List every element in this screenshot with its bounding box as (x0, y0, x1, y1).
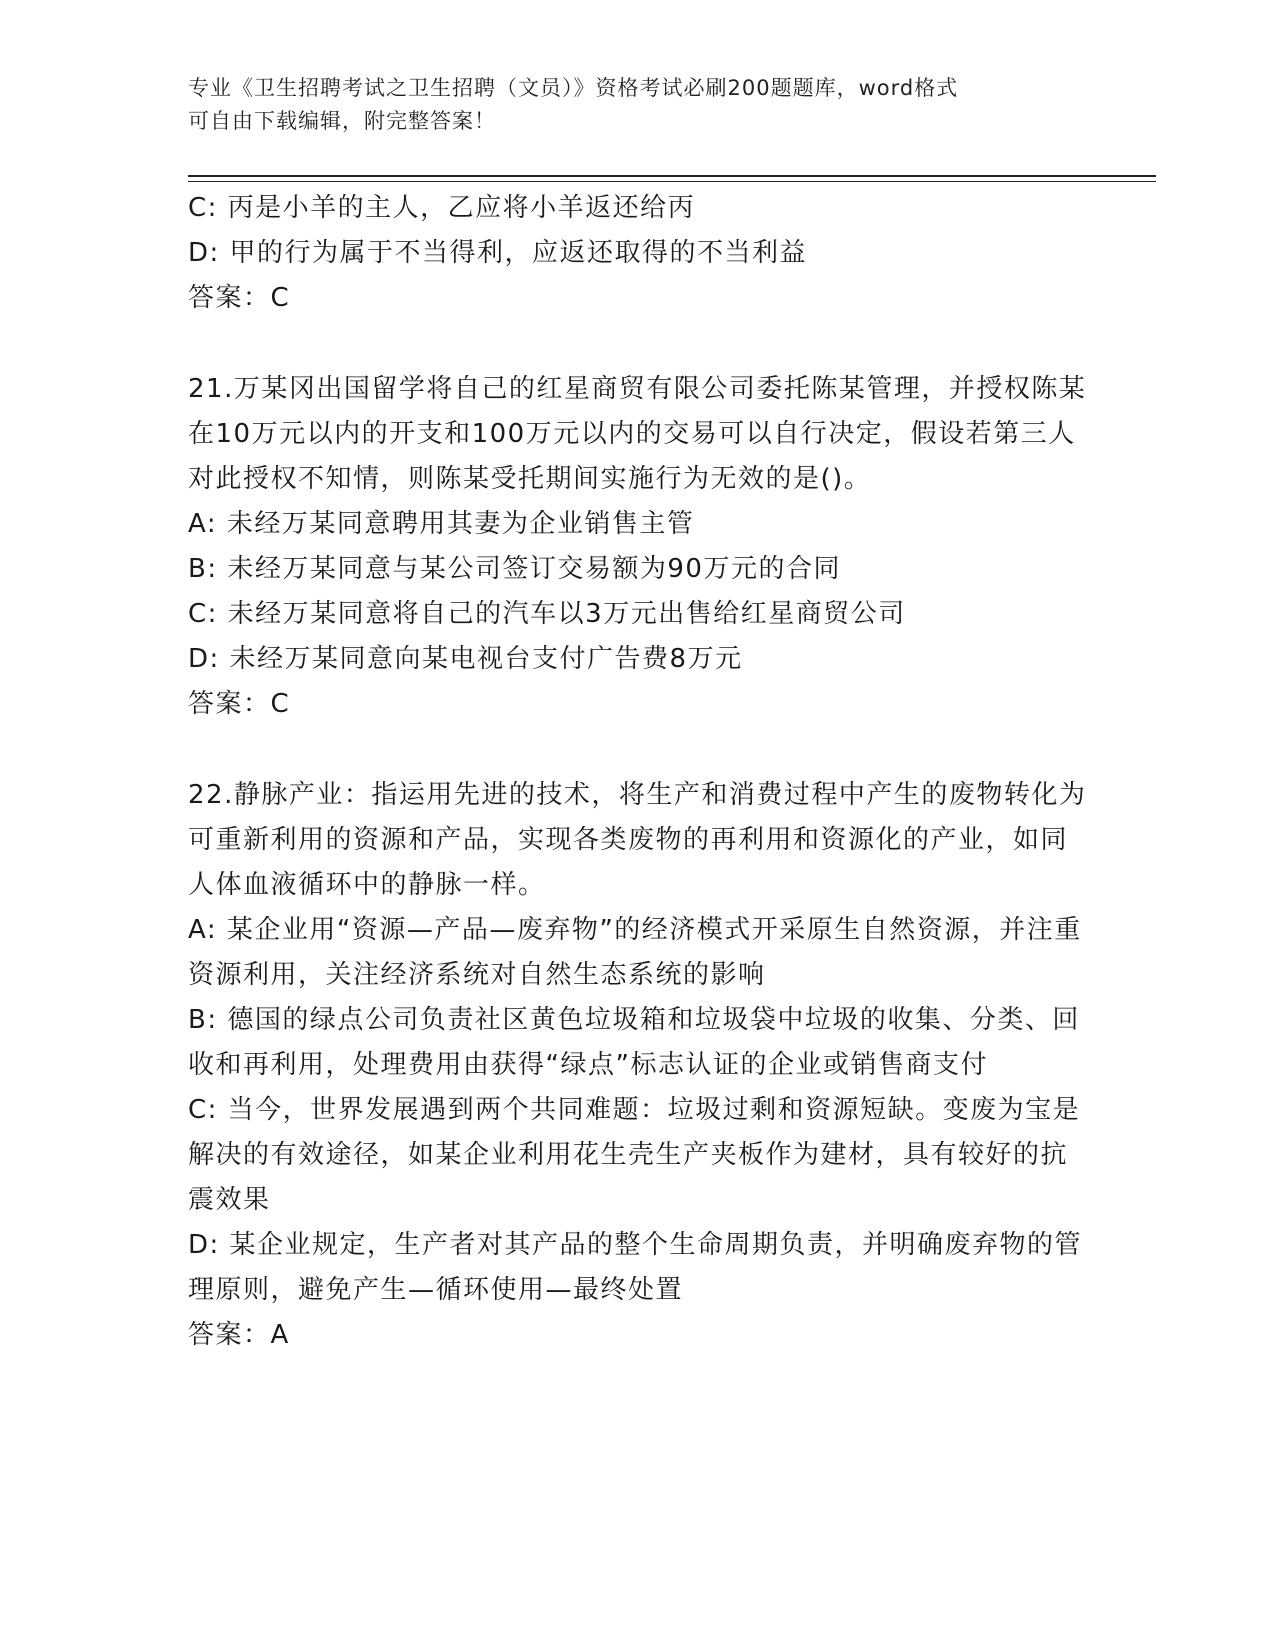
option-c: C: 未经万某同意将自己的汽车以3万元出售给红星商贸公司 (188, 599, 906, 629)
option-d: D: 未经万某同意向某电视台支付广告费8万元 (188, 644, 743, 674)
question-22 (188, 773, 1088, 1358)
header-rule-thick (188, 175, 1156, 177)
option-d: D: 某企业规定，生产者对其产品的整个生命周期负责，并明确废弃物的管理原则，避免产生—循环使用—最终处置 (188, 1230, 1083, 1305)
previous-question-tail (188, 186, 1088, 321)
option-c: C: 丙是小羊的主人，乙应将小羊返还给丙 (188, 193, 696, 223)
question-stem: 22.静脉产业：指运用先进的技术，将生产和消费过程中产生的废物转化为可重新利用的资源和产品，实现各类废物的再利用和资源化的产业，如同人体血液循环中的静脉一样。 (188, 780, 1087, 900)
answer-line: 答案：C (188, 283, 291, 313)
option-d: D: 甲的行为属于不当得利，应返还取得的不当利益 (188, 238, 808, 268)
question-21 (188, 367, 1088, 727)
header-rule-thin (188, 181, 1156, 182)
page-header: 专业《卫生招聘考试之卫生招聘（文员）》资格考试必刷200题题库，word格式 可自由下载编辑，附完整答案！ (188, 76, 959, 133)
document-body (188, 186, 1088, 1358)
option-b: B: 德国的绿点公司负责社区黄色垃圾箱和垃圾袋中垃圾的收集、分类、回收和再利用，处理费用由获得“绿点”标志认证的企业或销售商支付 (188, 1005, 1080, 1080)
answer-line: 答案：A (188, 1320, 290, 1350)
option-b: B: 未经万某同意与某公司签订交易额为90万元的合同 (188, 554, 841, 584)
option-a: A: 未经万某同意聘用其妻为企业销售主管 (188, 509, 695, 539)
question-stem: 21.万某冈出国留学将自己的红星商贸有限公司委托陈某管理，并授权陈某在10万元以内的开支和100万元以内的交易可以自行决定，假设若第三人对此授权不知情，则陈某受托期间实施行为无效的是()。 (188, 374, 1087, 494)
option-c: C: 当今，世界发展遇到两个共同难题：垃圾过剩和资源短缺。变废为宝是解决的有效途径，如某企业利用花生壳生产夹板作为建材，具有较好的抗震效果 (188, 1095, 1081, 1215)
answer-line: 答案：C (188, 689, 291, 719)
option-a: A: 某企业用“资源—产品—废弃物”的经济模式开采原生自然资源，并注重资源利用，关注经济系统对自然生态系统的影响 (188, 915, 1082, 990)
